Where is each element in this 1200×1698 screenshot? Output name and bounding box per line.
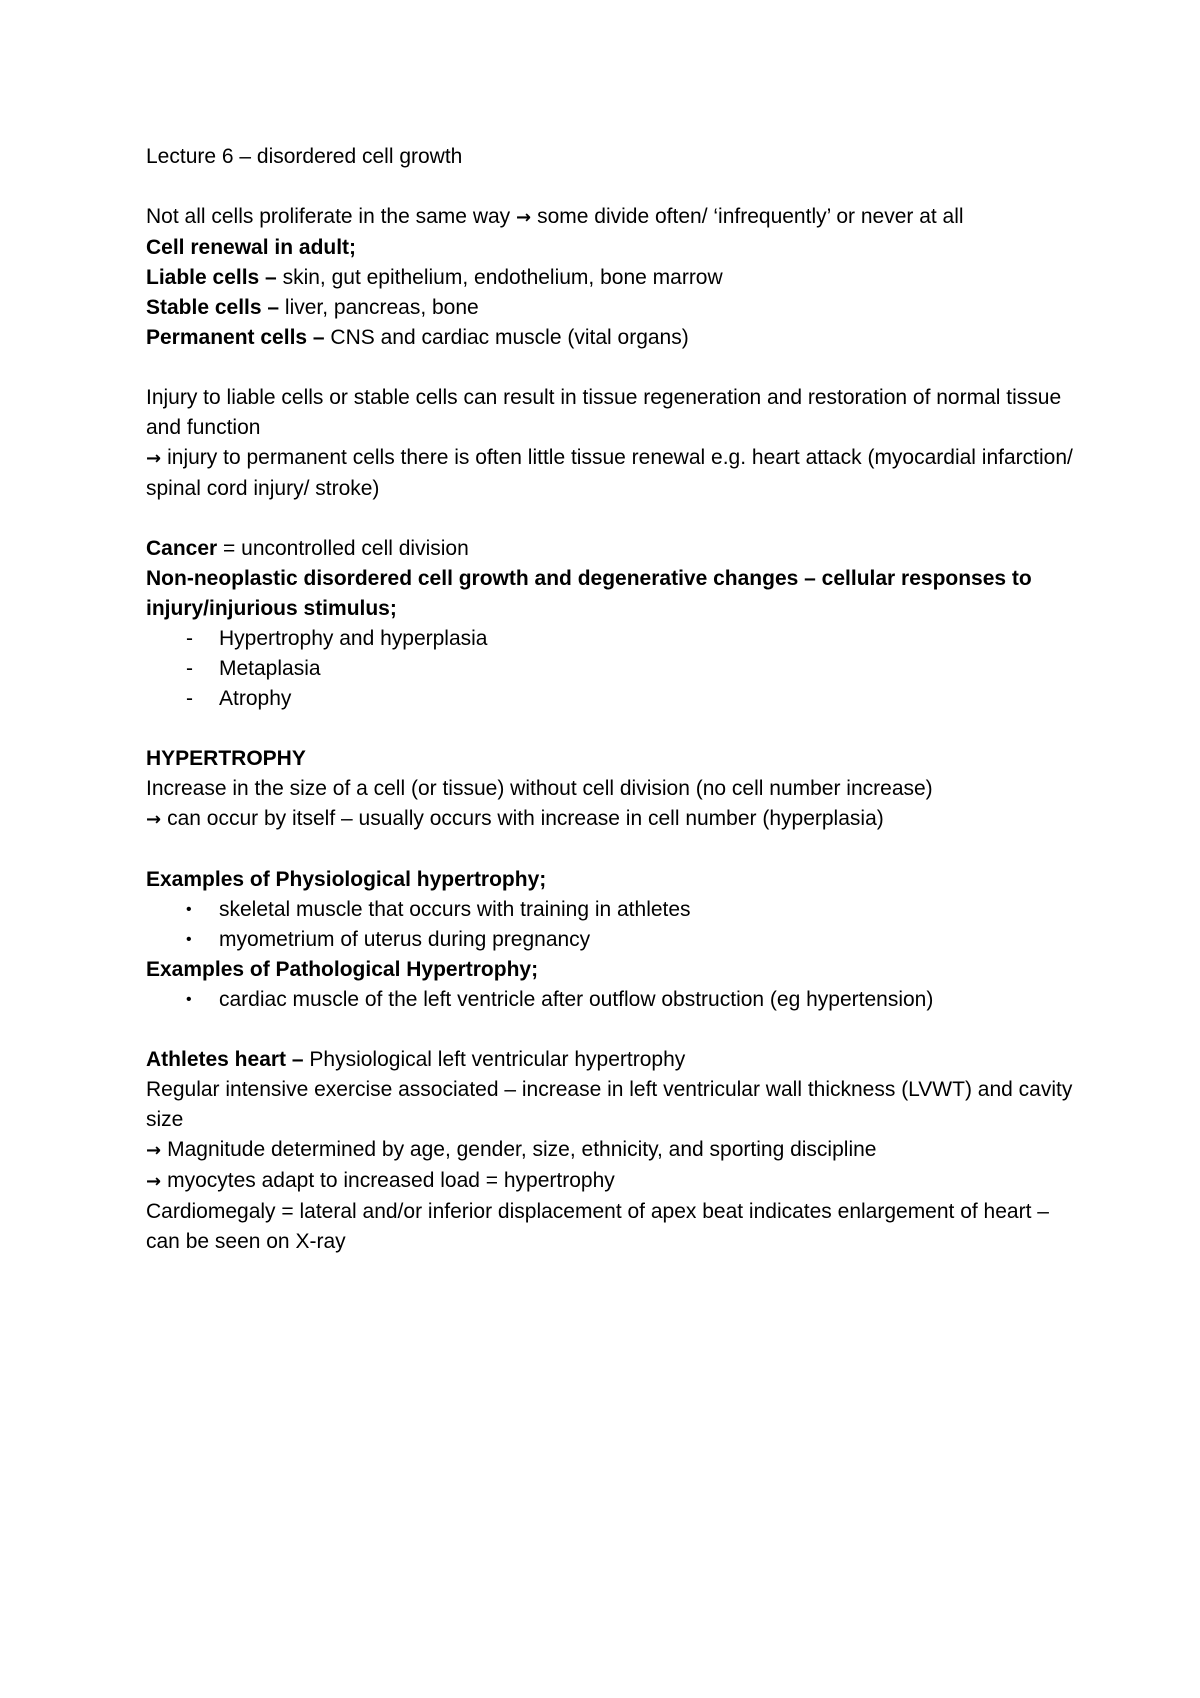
cancer-label: Cancer [146,537,218,560]
list-item [146,895,1086,925]
stable-cells-line [146,293,1086,323]
list-item [146,684,1086,714]
cell-renewal-heading: Cell renewal in adult; [146,236,357,259]
stable-cells-label: Stable cells – [146,296,280,319]
athletes-heart-text: Physiological left ventricular hypertrophy [303,1048,686,1071]
hypertrophy-note-text: can occur by itself – usually occurs with increase in cell number (hyperplasia) [167,807,884,830]
proliferation-continued: some divide often/ ‘infrequently’ or never at all [537,205,964,228]
spacer [146,172,1086,202]
bullet-marker: • [186,931,192,948]
permanent-cells-text: CNS and cardiac muscle (vital organs) [324,326,689,349]
bullet-marker: • [186,991,192,1008]
hypertrophy-definition: Increase in the size of a cell (or tissue) without cell division (no cell number increase) [146,777,933,800]
arrow-icon: → [146,448,162,469]
hypertrophy-heading: HYPERTROPHY [146,747,306,770]
arrow-icon: → [146,1171,162,1192]
athletes-heart-label: Athletes heart – [146,1048,304,1071]
injury-permanent-text: injury to permanent cells there is often little tissue renewal e.g. heart attack (myocardial infarction/ spinal cord injury/ stroke) [146,446,1073,500]
magnitude-line [146,1135,1086,1166]
liable-cells-text: skin, gut epithelium, endothelium, bone marrow [276,266,723,289]
arrow-icon: → [516,207,532,228]
spacer [146,504,1086,534]
lecture-title: Lecture 6 – disordered cell growth [146,145,463,168]
dash-marker: - [186,657,193,680]
list-item-text: Hypertrophy and hyperplasia [219,627,488,650]
list-item [146,654,1086,684]
pathological-heading: Examples of Pathological Hypertrophy; [146,958,539,981]
hypertrophy-note [146,804,1086,835]
injury-permanent-line [146,443,1086,504]
list-item-text: myometrium of uterus during pregnancy [219,928,591,951]
arrow-icon: → [146,809,162,830]
list-item-text: cardiac muscle of the left ventricle after outflow obstruction (eg hypertension) [219,988,934,1011]
list-item-text: Metaplasia [219,657,321,680]
myocytes-text: myocytes adapt to increased load = hypertrophy [167,1169,615,1192]
magnitude-text: Magnitude determined by age, gender, size, ethnicity, and sporting discipline [167,1138,877,1161]
cancer-line [146,534,1086,564]
spacer [146,714,1086,744]
liable-cells-label: Liable cells – [146,266,277,289]
myocytes-line [146,1166,1086,1197]
non-neoplastic-heading: Non-neoplastic disordered cell growth and degenerative changes – cellular responses to injury/injurious stimulus; [146,567,1032,620]
spacer [146,835,1086,865]
list-item [146,925,1086,955]
bullet-marker: • [186,901,192,918]
dash-marker: - [186,627,193,650]
spacer [146,1015,1086,1045]
physiological-list [146,895,1086,955]
physiological-heading: Examples of Physiological hypertrophy; [146,868,547,891]
liable-cells-line [146,263,1086,293]
permanent-cells-line [146,323,1086,353]
list-item [146,624,1086,654]
stable-cells-text: liver, pancreas, bone [279,296,479,319]
proliferation-line [146,202,1086,233]
list-item-text: Atrophy [219,687,292,710]
spacer [146,353,1086,383]
document-page [146,142,1086,1257]
arrow-icon: → [146,1140,162,1161]
list-item [146,985,1086,1015]
dash-marker: - [186,687,193,710]
permanent-cells-label: Permanent cells – [146,326,325,349]
proliferation-text: Not all cells proliferate in the same way [146,205,511,228]
responses-list [146,624,1086,714]
athletes-heart-line [146,1045,1086,1075]
regular-exercise-line: Regular intensive exercise associated – increase in left ventricular wall thickness (LVWT) and cavity size [146,1078,1073,1131]
pathological-list [146,985,1086,1015]
cancer-text: = uncontrolled cell division [217,537,469,560]
list-item-text: skeletal muscle that occurs with training in athletes [219,898,691,921]
injury-paragraph: Injury to liable cells or stable cells can result in tissue regeneration and restoration of normal tissue and function [146,386,1062,439]
cardiomegaly-line: Cardiomegaly = lateral and/or inferior displacement of apex beat indicates enlargement of heart – can be seen on X-ray [146,1200,1049,1253]
